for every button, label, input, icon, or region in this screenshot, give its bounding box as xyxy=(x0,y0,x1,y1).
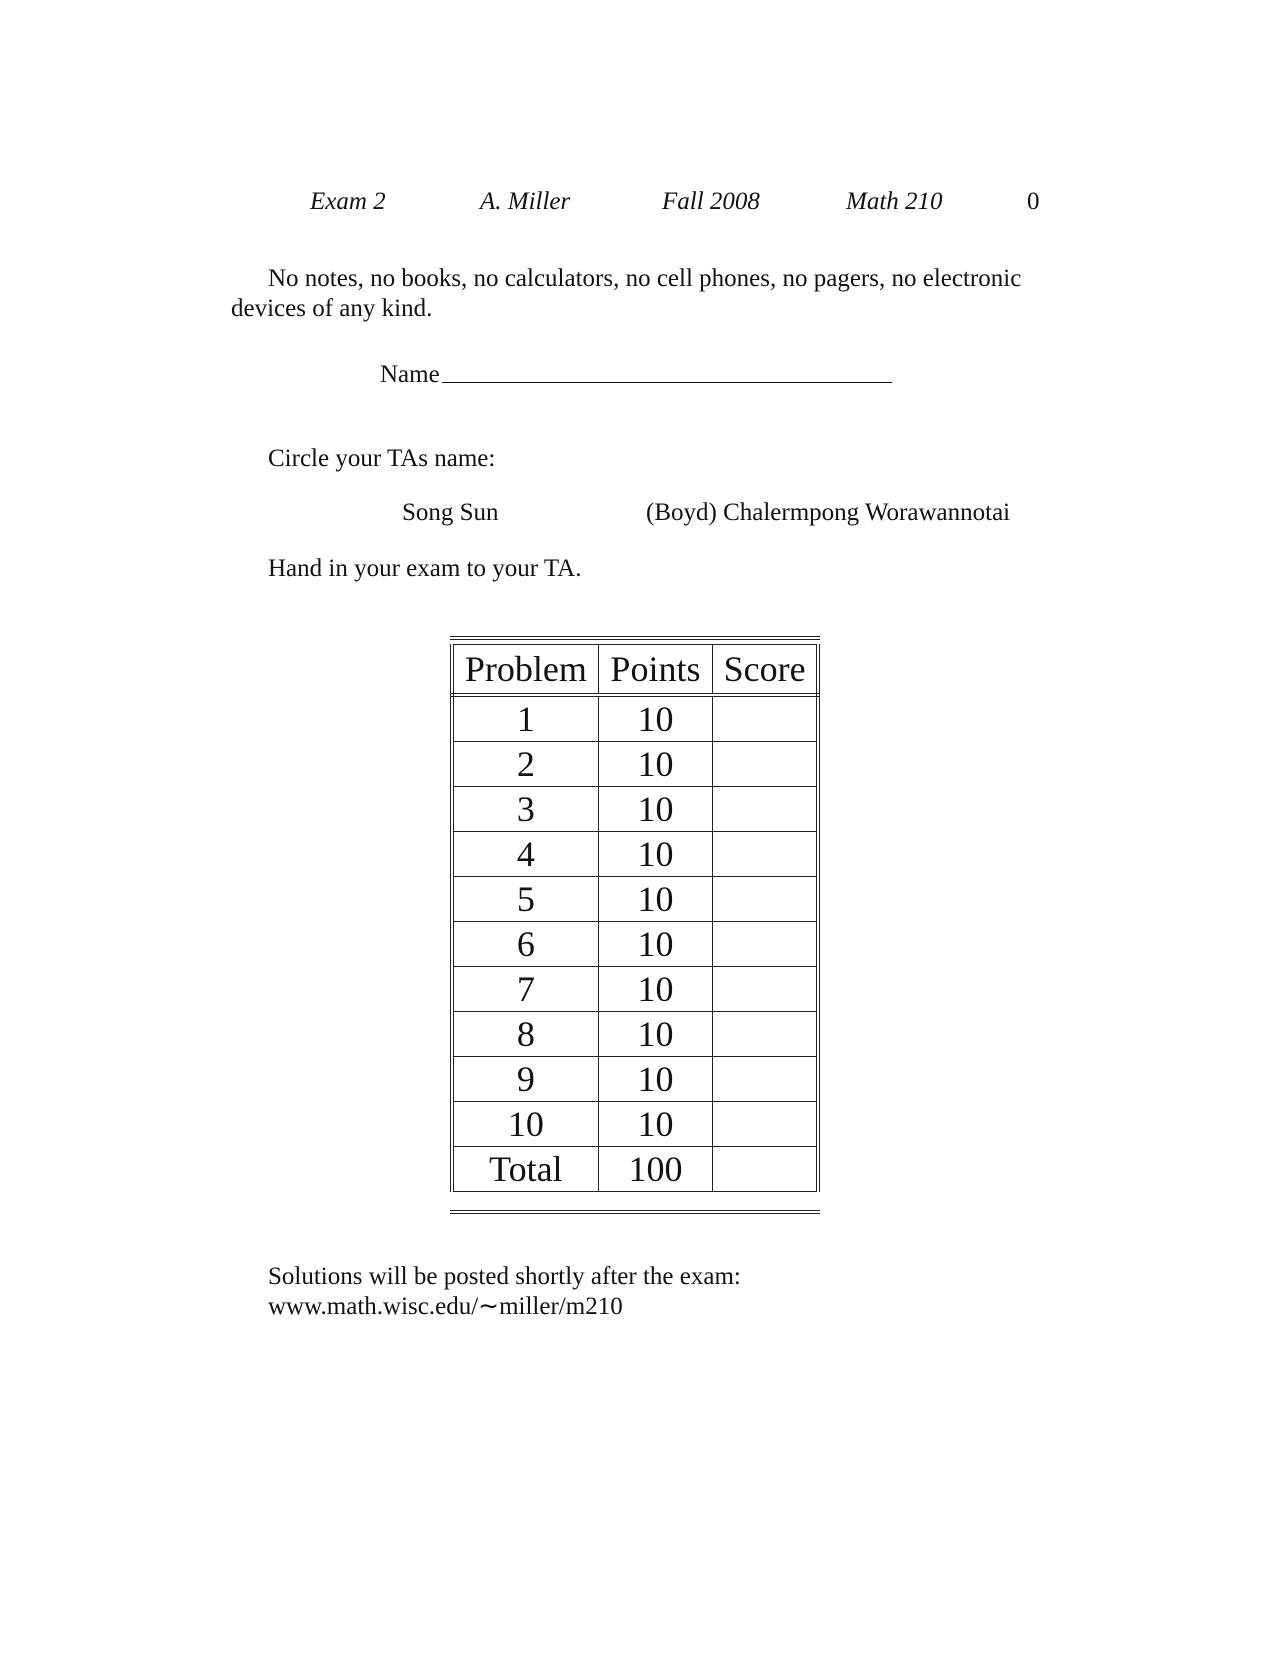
table-row xyxy=(452,832,818,877)
problem-cell: 10 xyxy=(452,1102,598,1147)
score-cell[interactable] xyxy=(713,967,818,1012)
table-row xyxy=(452,877,818,922)
total-label-cell: Total xyxy=(452,1147,598,1192)
points-cell: 10 xyxy=(598,1057,713,1102)
score-cell[interactable] xyxy=(713,742,818,787)
table-row xyxy=(452,787,818,832)
score-cell[interactable] xyxy=(713,1102,818,1147)
points-cell: 10 xyxy=(598,922,713,967)
problem-cell: 6 xyxy=(452,922,598,967)
header-term: Fall 2008 xyxy=(662,188,760,215)
points-cell: 10 xyxy=(598,742,713,787)
header-page-number: 0 xyxy=(1027,188,1040,215)
problem-cell: 7 xyxy=(452,967,598,1012)
score-cell[interactable] xyxy=(713,787,818,832)
score-grid xyxy=(450,644,820,1192)
ta-prompt: Circle your TAs name: xyxy=(268,445,496,472)
score-table xyxy=(450,636,820,1214)
table-header-row xyxy=(452,645,818,696)
points-cell: 10 xyxy=(598,695,713,742)
table-row xyxy=(452,1012,818,1057)
points-cell: 10 xyxy=(598,1102,713,1147)
points-cell: 10 xyxy=(598,1012,713,1057)
table-row xyxy=(452,1057,818,1102)
name-field[interactable] xyxy=(442,382,892,383)
ta-option-1[interactable]: Song Sun xyxy=(402,499,499,526)
problem-cell: 3 xyxy=(452,787,598,832)
header-score: Score xyxy=(713,645,818,696)
problem-cell: 4 xyxy=(452,832,598,877)
ta-option-2[interactable]: (Boyd) Chalermpong Worawannotai xyxy=(646,499,1011,526)
header-exam: Exam 2 xyxy=(310,188,386,215)
score-cell[interactable] xyxy=(713,877,818,922)
table-row xyxy=(452,742,818,787)
problem-cell: 2 xyxy=(452,742,598,787)
table-row xyxy=(452,967,818,1012)
solutions-note: Solutions will be posted shortly after the exam: xyxy=(268,1263,741,1290)
table-row xyxy=(452,1102,818,1147)
name-label: Name xyxy=(380,361,440,388)
points-cell: 10 xyxy=(598,967,713,1012)
score-cell[interactable] xyxy=(713,832,818,877)
header-points: Points xyxy=(598,645,713,696)
problem-cell: 9 xyxy=(452,1057,598,1102)
hand-in-note: Hand in your exam to your TA. xyxy=(268,555,582,582)
solutions-url[interactable]: www.math.wisc.edu/∼miller/m210 xyxy=(268,1293,623,1320)
instructions-line-2: devices of any kind. xyxy=(231,295,433,322)
table-row xyxy=(452,922,818,967)
points-cell: 10 xyxy=(598,832,713,877)
score-cell[interactable] xyxy=(713,695,818,742)
table-total-row xyxy=(452,1147,818,1192)
total-points-cell: 100 xyxy=(598,1147,713,1192)
header-problem: Problem xyxy=(452,645,598,696)
header-instructor: A. Miller xyxy=(480,188,571,215)
problem-cell: 1 xyxy=(452,695,598,742)
problem-cell: 5 xyxy=(452,877,598,922)
total-score-cell[interactable] xyxy=(713,1147,818,1192)
instructions-line-1: No notes, no books, no calculators, no cell phones, no pagers, no electronic xyxy=(268,265,1022,292)
problem-cell: 8 xyxy=(452,1012,598,1057)
table-row xyxy=(452,695,818,742)
score-cell[interactable] xyxy=(713,922,818,967)
header-course: Math 210 xyxy=(846,188,943,215)
points-cell: 10 xyxy=(598,877,713,922)
points-cell: 10 xyxy=(598,787,713,832)
score-cell[interactable] xyxy=(713,1057,818,1102)
score-cell[interactable] xyxy=(713,1012,818,1057)
